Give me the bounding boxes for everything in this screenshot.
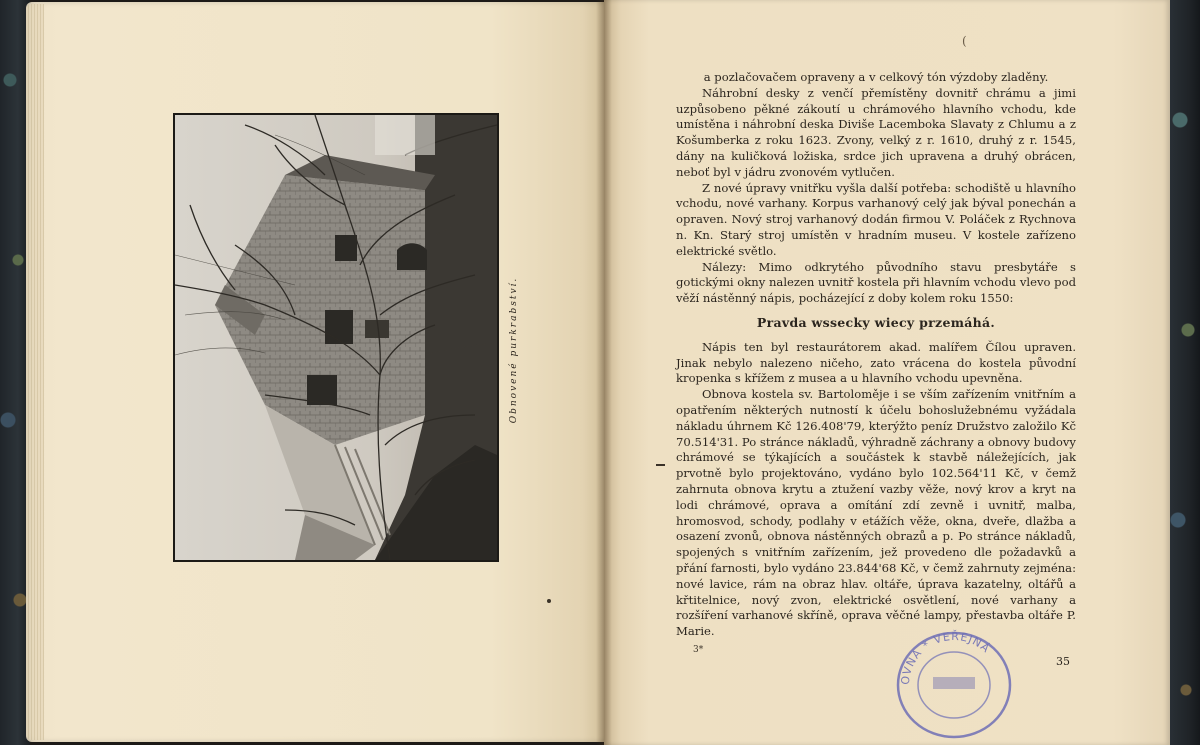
paragraph: a pozlačovačem opraveny a v celkový tón výzdoby zladěny.: [703, 70, 1049, 84]
paragraph: Obnova kostela sv. Bartoloměje i se vším zařízením vnitřním a opatřením některých nutností k účelu bohoslužebnému vyžádala nákladu úhrnem Kč 126.408'79, kterýžto peníz Družstvo založilo Kč 70.514'31. Po stránce nákladů, výhradně záchrany a obnovy budovy chrámové se týkajících a součástek k stavbě náležejících, jak prvotně bylo projektováno, vydáno bylo 102.564'11 Kč, v čemž zahrnuta obnova krytu a ztužení vazby věže, nový krov a kryt na lodi chrámové, oprava a omítání zdí zevně i uvnitř, malba, hromosvod, schody, podlahy v etážích věže, okna, dveře, dlažba a osazení zvonů, obnova nástěnných obrazů a p. Po stránce nákladů, spojených s vnitřním zařízením, jež provedeno dle požadavků a přání farnosti, bylo vydáno 23.844'68 Kč, v čemž zahrnuty zejména: nové lavice, rám na obraz hlav. oltáře, úprava kazatelny, oltářů a křtitelnice, nový zvon, elektrické osvětlení, nové varhany a rozšíření varhanové skříně, oprava věčné lampy, přestavba oltáře P. Marie.: [676, 387, 1076, 639]
stamp-text: OVNA * VEŘEJNÁ: [898, 629, 993, 686]
photo-caption: [494, 270, 534, 430]
book-gutter: [596, 0, 612, 745]
page-edges: [26, 4, 44, 740]
building-photo: [173, 113, 499, 562]
body-text: [676, 70, 1076, 640]
margin-dash: [656, 464, 665, 466]
page-number: 35: [1056, 655, 1070, 668]
inscription-heading: Pravda wssecky wiecy przemáhá.: [756, 314, 996, 330]
page-dot: [547, 599, 551, 603]
library-stamp: [893, 625, 1015, 740]
paragraph: Nálezy: Mimo odkrytého původního stavu presbytáře s gotickými okny nalezen uvnitř kostela při hlavním vchodu vlevo pod věží nástěnný nápis, pocházející z doby kolem roku 1550:: [676, 259, 1076, 306]
marbled-cover-right: [1166, 0, 1200, 745]
paragraph: Z nové úpravy vnitřku vyšla další potřeba: schodiště u hlavního vchodu, nové varhany. Korpus varhanový celý jak býval ponechán a opraven. Nový stroj varhanový dodán firmou V. Poláček z Rychnova n. Kn. Starý stroj umístěn v hradním museu. V kostele zařízeno elektrické světlo.: [676, 180, 1076, 258]
signature-mark: 3*: [693, 645, 704, 655]
paragraph: Náhrobní desky z venčí přemístěny dovnitř chrámu a jimi uzpůsobeno pěkné zákoutí u chrámového hlavního vchodu, kde umístěna i náhrobní deska Diviše Lacemboka Slavaty z Chlumu a z Košumberka z roku 1623. Zvony, velký z r. 1610, druhý z r. 1545, dány na kuličková ložiska, srdce jich upravena a druhý obrácen, neboť byl v jádru zvonovém vytlučen.: [676, 85, 1076, 179]
pencil-mark: (: [962, 34, 967, 48]
paragraph: Nápis ten byl restaurátorem akad. malířem Čílou upraven. Jinak nebylo nalezeno ničeho, zato vrácena do kostela původní kropenka s křížem z musea a u hlavního vchodu upevněna.: [676, 339, 1076, 386]
caption-text: Obnovené purkrabství.: [509, 276, 519, 424]
